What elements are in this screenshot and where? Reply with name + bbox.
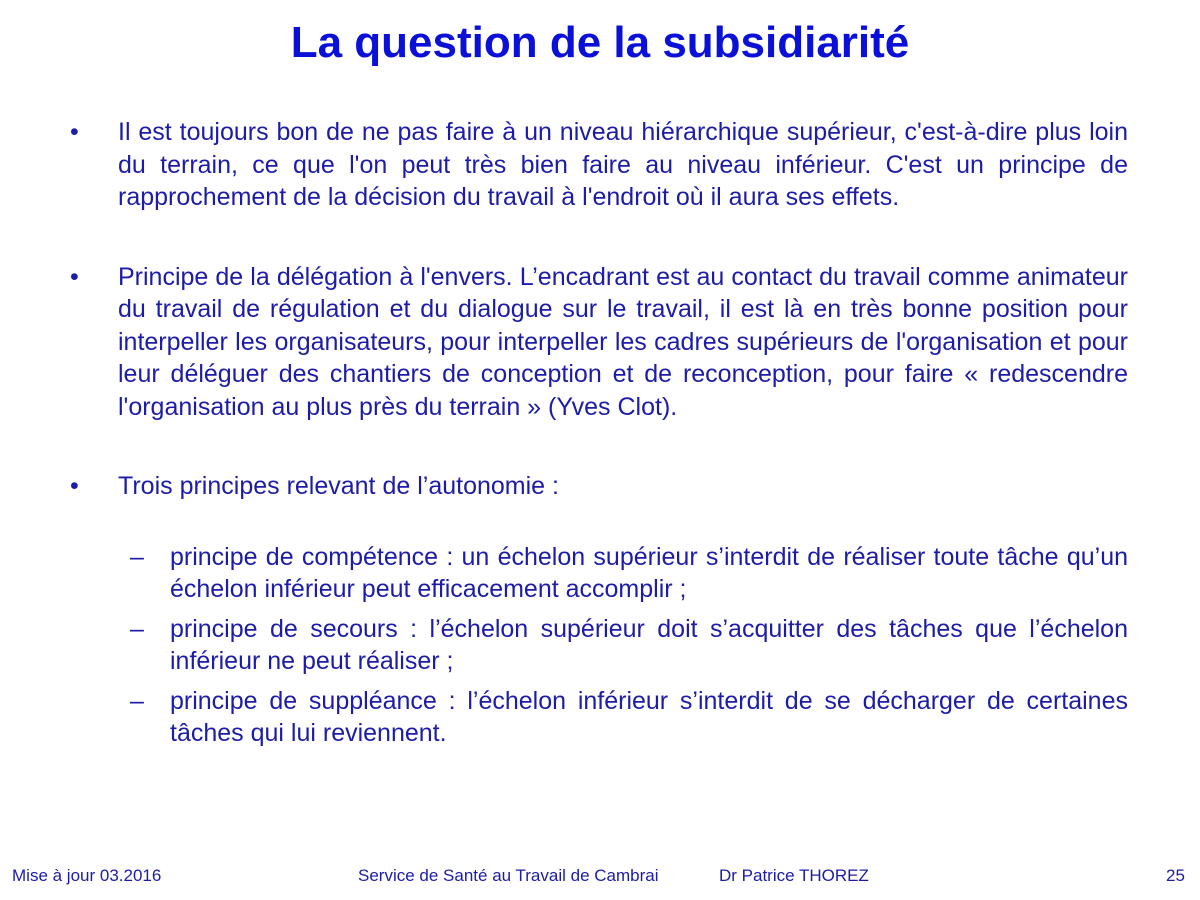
sub-list <box>70 541 1128 749</box>
dash-marker: – <box>130 686 144 715</box>
dash-marker: – <box>130 614 144 643</box>
footer-author: Dr Patrice THOREZ <box>719 866 869 885</box>
bullet-item <box>70 470 1128 503</box>
page-number: 25 <box>1166 866 1185 885</box>
footer-date: Mise à jour 03.2016 <box>12 866 162 885</box>
bullet-item <box>70 116 1128 214</box>
bullet-text: Trois principes relevant de l’autonomie : <box>118 472 559 500</box>
dash-marker: – <box>130 542 144 571</box>
bullet-text: Il est toujours bon de ne pas faire à un niveau hiérarchique supérieur, c'est-à-dire plus loin du terrain, ce que l'on peut très bien faire au niveau inférieur. C'est un principe de rapprochement de la décision du travail à l'endroit où il aura ses effets. <box>118 118 1128 211</box>
bullet-text: Principe de la délégation à l'envers. L’encadrant est au contact du travail comme animateur du travail de régulation et du dialogue sur le travail, il est là en très bonne position pour interpeller les organisateurs, pour interpeller les cadres supérieurs de l'organisation et pour leur déléguer des chantiers de conception et de reconception, pour faire « redescendre l'organisation au plus près du terrain » (Yves Clot). <box>118 262 1128 421</box>
footer-service: Service de Santé au Travail de Cambrai <box>358 866 659 885</box>
slide-title: La question de la subsidiarité <box>290 18 910 67</box>
sub-item-text: principe de suppléance : l’échelon inférieur s’interdit de se décharger de certaines tâches qui lui reviennent. <box>170 686 1128 747</box>
slide-content <box>70 116 1128 757</box>
sub-item-text: principe de secours : l’échelon supérieur doit s’acquitter des tâches que l’échelon inférieur ne peut réaliser ; <box>170 614 1128 675</box>
bullet-marker: • <box>70 472 79 500</box>
bullet-marker: • <box>70 262 79 291</box>
sub-item-text: principe de compétence : un échelon supérieur s’interdit de réaliser toute tâche qu’un échelon inférieur peut efficacement accomplir ; <box>170 542 1128 603</box>
bullet-marker: • <box>70 118 79 146</box>
sub-item <box>70 685 1128 749</box>
bullet-item <box>70 261 1128 424</box>
sub-item <box>70 613 1128 677</box>
sub-item <box>70 541 1128 605</box>
